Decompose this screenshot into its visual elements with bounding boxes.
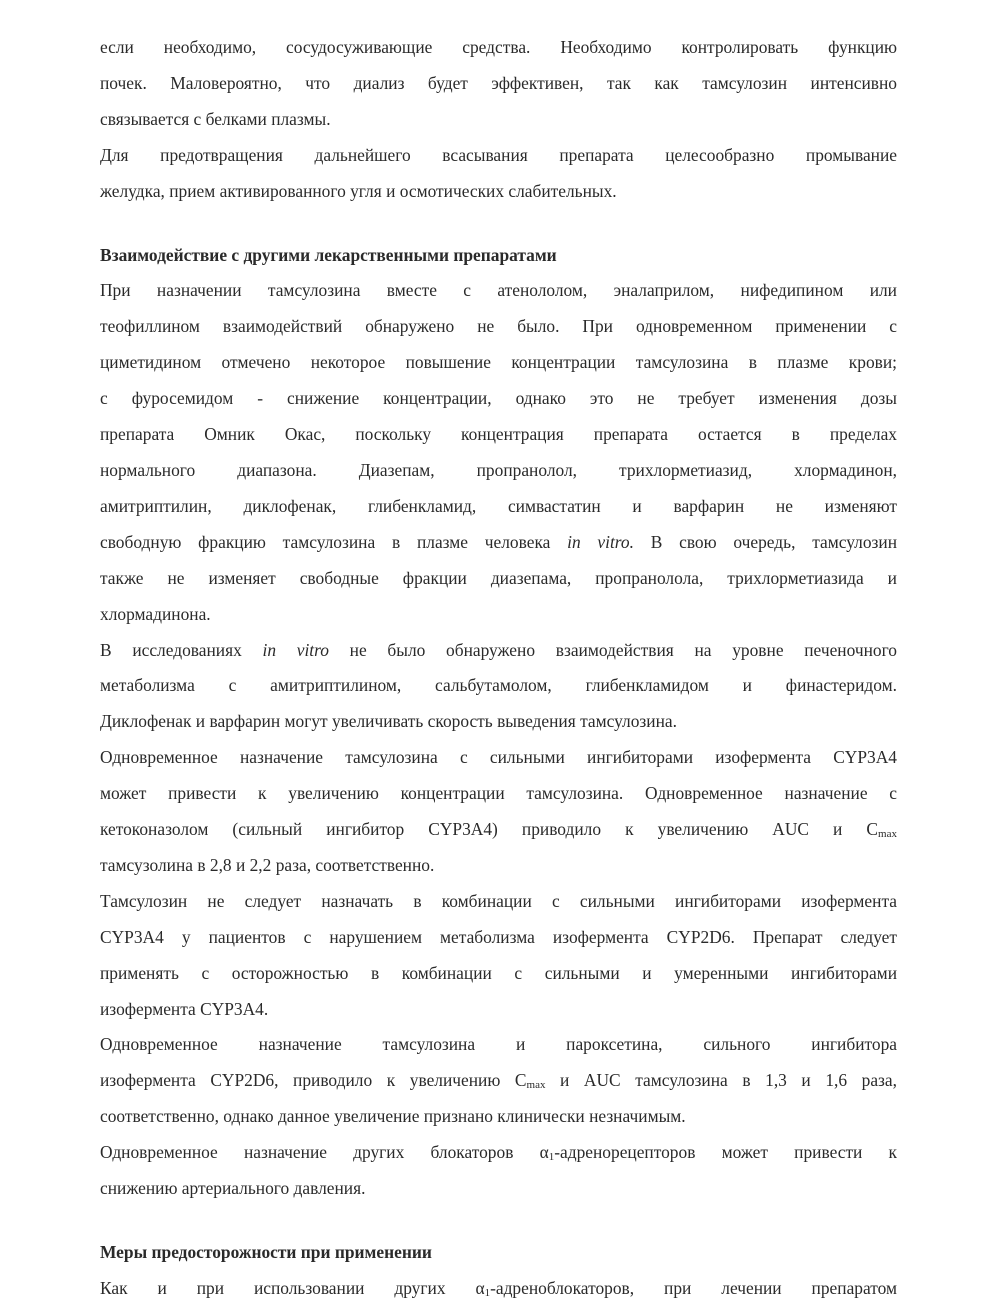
text-line: тамсузолина в 2,8 и 2,2 раза, соответственно. [100,854,435,875]
text-line [100,1135,897,1171]
subscript: max [878,828,897,841]
overdose-paragraph [100,30,897,138]
text-line [100,633,897,669]
interactions-paragraph-1 [100,273,897,632]
text-line: CYP3A4 у пациентов с нарушением метаболизма изофермента CYP2D6. Препарат следует [100,926,897,947]
text-fragment: не было обнаружено взаимодействия на уровне печеночного [328,639,898,660]
text-line: теофиллином взаимодействий обнаружено не было. При одновременном применении с [100,316,897,337]
text-line: может привести к увеличению концентрации тамсулозина. Одновременное назначение с [100,783,897,804]
text-fragment: и AUC тамсулозина в 1,3 и 1,6 раза, [545,1070,897,1091]
text-line: снижению артериального давления. [100,1178,366,1199]
text-line [100,812,897,848]
text-line: Одновременное назначение тамсулозина с сильными ингибиторами изофермента CYP3A4 [100,747,897,768]
subscript: 1 [484,1286,491,1299]
text-line [100,1063,897,1099]
text-line: изофермента CYP3A4. [100,998,269,1019]
text-line: также не изменяет свободные фракции диазепама, пропранолола, трихлорметиазида и [100,567,897,588]
text-line: применять с осторожностью в комбинации с сильными и умеренными ингибиторами [100,962,897,983]
text-line: Тамсулозин не следует назначать в комбинации с сильными ингибиторами изофермента [100,890,897,911]
precautions-paragraph-1 [100,1271,897,1307]
text-line: хлормадинона. [100,603,211,624]
italic-term: in vitro. [567,531,634,552]
text-line: Для предотвращения дальнейшего всасывания препарата целесообразно промывание [100,144,897,165]
text-fragment: кетоконазолом (сильный ингибитор CYP3A4) приводило к увеличению AUC и C [100,819,879,840]
interactions-paragraph-6 [100,1135,897,1207]
text-line [100,525,897,561]
section-spacer [100,1207,897,1235]
text-fragment: изофермента CYP2D6, приводило к увеличению C [100,1070,527,1091]
interactions-paragraph-5 [100,1027,897,1135]
text-fragment: В исследованиях [100,639,263,660]
text-line: циметидином отмечено некоторое повышение концентрации тамсулозина в плазме крови; [100,352,897,373]
section-spacer [100,210,897,238]
text-line [100,1271,897,1307]
interactions-paragraph-4 [100,884,897,1028]
text-line: с фуросемидом - снижение концентрации, однако это не требует изменения дозы [100,388,897,409]
subscript: max [526,1079,546,1092]
text-fragment: -адренорецепторов может привести к [554,1142,897,1163]
precautions-heading: Меры предосторожности при применении [100,1242,432,1262]
text-line: связывается с белками плазмы. [100,108,331,129]
text-line: соответственно, однако данное увеличение признано клинически незначимым. [100,1106,686,1127]
interactions-paragraph-3 [100,740,897,884]
text-fragment: Одновременное назначение других блокаторов α [100,1142,549,1163]
text-line: нормального диапазона. Диазепам, пропранолол, трихлорметиазид, хлормадинон, [100,459,897,480]
subscript: 1 [548,1151,555,1164]
gastric-lavage-paragraph [100,138,897,210]
text-line: Одновременное назначение тамсулозина и пароксетина, сильного ингибитора [100,1034,897,1055]
interactions-heading: Взаимодействие с другими лекарственными препаратами [100,244,557,265]
interactions-paragraph-2 [100,633,897,741]
text-line: Диклофенак и варфарин могут увеличивать скорость выведения тамсулозина. [100,711,677,732]
document-page [100,30,897,1307]
text-line: почек. Маловероятно, что диализ будет эффективен, так как тамсулозин интенсивно [100,72,897,93]
text-fragment: -адреноблокаторов, при лечении препаратом [490,1277,897,1298]
text-line: При назначении тамсулозина вместе с атенололом, эналаприлом, нифедипином или [100,280,897,301]
text-line: если необходимо, сосудосуживающие средства. Необходимо контролировать функцию [100,37,897,57]
text-fragment: Как и при использовании других α [100,1277,485,1298]
text-line: метаболизма с амитриптилином, сальбутамолом, глибенкламидом и финастеридом. [100,675,897,696]
text-line: амитриптилин, диклофенак, глибенкламид, симвастатин и варфарин не изменяют [100,495,897,516]
italic-term: in vitro [262,639,329,660]
text-line: желудка, прием активированного угля и осмотических слабительных. [100,180,617,201]
text-line: препарата Омник Окас, поскольку концентрация препарата остается в пределах [100,424,897,445]
text-fragment: В свою очередь, тамсулозин [633,531,898,552]
text-fragment: свободную фракцию тамсулозина в плазме человека [100,531,568,552]
